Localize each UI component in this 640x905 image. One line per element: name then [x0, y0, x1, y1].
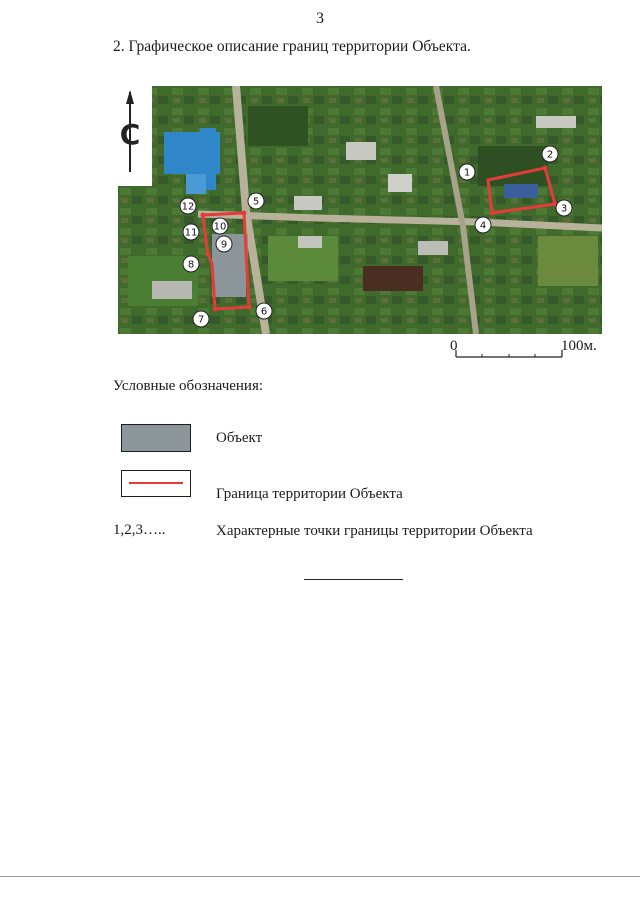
point-label: 5 [252, 196, 260, 208]
section-title: 2. Графическое описание границ территории Объекта. [113, 38, 471, 55]
boundary-vertex [543, 166, 548, 171]
building-roof [346, 142, 376, 160]
building-roof [536, 116, 576, 128]
legend-points-sample: 1,2,3….. [113, 522, 166, 538]
point-label: 2 [546, 149, 554, 161]
building-roof [504, 184, 538, 198]
scale-end-label: 100м. [561, 338, 597, 354]
scale-bar [450, 338, 610, 360]
point-marker-9 [216, 236, 232, 252]
legend-object-label: Объект [216, 430, 263, 446]
building-roof [418, 241, 448, 255]
building-roof [294, 196, 322, 210]
building-roof [298, 236, 322, 248]
point-marker-2 [542, 146, 558, 162]
legend-heading: Условные обозначения: [113, 378, 264, 394]
point-marker-11 [183, 224, 199, 240]
point-label: 7 [197, 314, 205, 326]
point-label: 8 [187, 259, 195, 271]
point-label: 1 [463, 167, 471, 179]
field-patch [363, 266, 423, 291]
scale-start-label: 0 [450, 338, 458, 354]
boundary-line-sample [129, 482, 183, 484]
boundary-vertex [201, 213, 206, 218]
point-marker-7 [193, 311, 209, 327]
point-label: 9 [220, 239, 228, 251]
boundary-vertex [247, 305, 252, 310]
point-label: 3 [560, 203, 568, 215]
point-label: 6 [260, 306, 268, 318]
map-image [118, 86, 602, 334]
boundary-vertex [490, 211, 495, 216]
point-label: 11 [184, 227, 198, 239]
legend-object-swatch [121, 424, 191, 452]
page-number: 3 [316, 10, 324, 27]
point-marker-6 [256, 303, 272, 319]
svg-text:С: С [119, 118, 141, 151]
scan-edge-line [0, 876, 640, 877]
boundary-vertex [206, 252, 211, 257]
building-blue-roof [186, 174, 206, 194]
point-marker-12 [180, 198, 196, 214]
point-label: 4 [479, 220, 487, 232]
satellite-map [118, 86, 602, 334]
scale-ruler [455, 348, 563, 358]
boundary-vertex [242, 211, 247, 216]
point-marker-5 [248, 193, 264, 209]
end-divider [304, 579, 403, 580]
point-marker-3 [556, 200, 572, 216]
vegetation-patch [538, 236, 598, 286]
point-label: 12 [181, 201, 195, 213]
point-label: 10 [213, 221, 227, 233]
legend-boundary-swatch [121, 470, 191, 497]
point-marker-8 [183, 256, 199, 272]
legend-boundary-label: Граница территории Объекта [216, 486, 403, 502]
building-roof [388, 174, 412, 192]
building-roof [152, 281, 192, 299]
point-marker-1 [459, 164, 475, 180]
legend-points-label: Характерные точки границы территории Объекта [216, 523, 533, 539]
boundary-vertex [213, 307, 218, 312]
point-marker-4 [475, 217, 491, 233]
vegetation-patch [248, 106, 308, 146]
point-marker-10 [212, 218, 228, 234]
